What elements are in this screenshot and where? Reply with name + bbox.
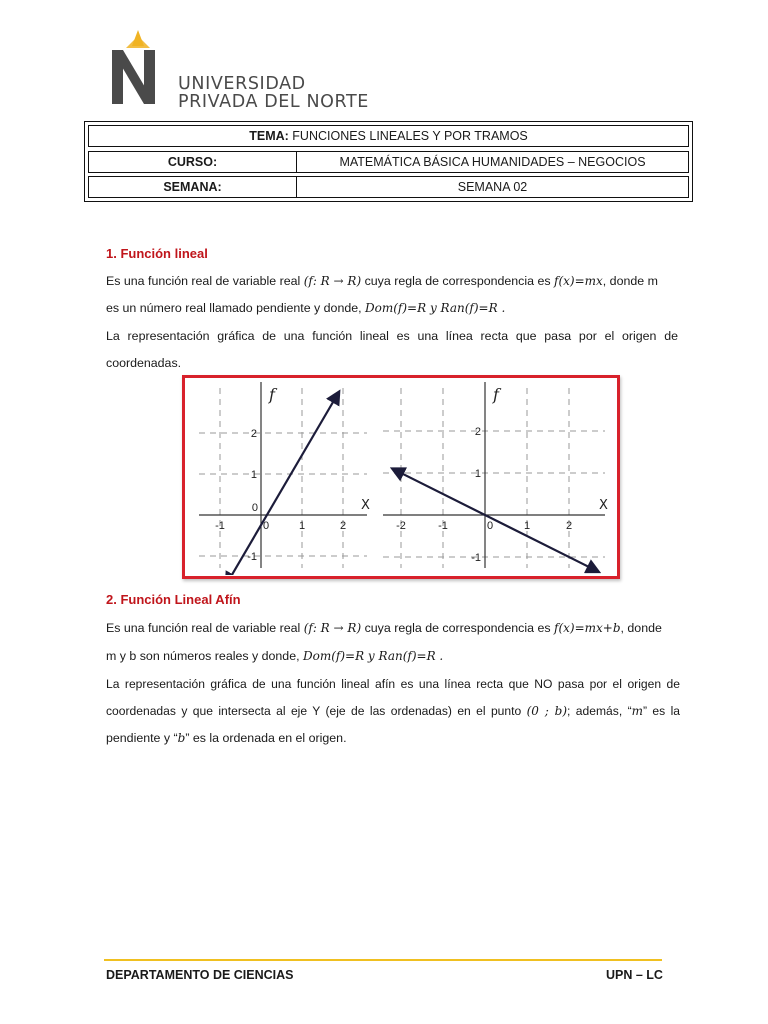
s1-text: es un número real llamado pendiente y donde, (106, 301, 362, 315)
left-function-line (226, 392, 339, 575)
s2-text: coordenadas y que intersecta al eje Y (eje de las ordenadas) en el punto (106, 704, 522, 718)
right-y-tick-label: 2 (474, 426, 481, 438)
s2-math-domain: (f: R → R) (303, 621, 362, 635)
s2-math-m: m (631, 704, 643, 718)
left-x-tick-label: 2 (339, 520, 347, 532)
linear-function-figure (182, 375, 620, 579)
s2-text: Es una función real de variable real (106, 621, 301, 635)
s2-text: pendiente y “ (106, 731, 178, 745)
section2-para2-line3 (106, 725, 347, 752)
s1-math-domain: (f: R → R) (303, 274, 362, 288)
section1-heading: 1. Función lineal (106, 246, 208, 261)
s1-math-rule: f(x)=mx (554, 274, 603, 288)
section2-para2-line2 (106, 698, 680, 725)
footer-department: DEPARTAMENTO DE CIENCIAS (106, 968, 294, 982)
section2-heading: 2. Función Lineal Afín (106, 592, 241, 607)
section1-para2-line2: coordenadas. (106, 356, 182, 370)
s2-text: cuya regla de correspondencia es (364, 621, 551, 635)
s2-text: m y b son números reales y donde, (106, 649, 300, 663)
logo-line-privada: PRIVADA DEL NORTE (178, 92, 369, 112)
s2-text: ” es la ordenada en el origen. (185, 731, 347, 745)
course-info-table (84, 121, 693, 202)
right-f-axis-label: f (493, 385, 499, 404)
left-x-axis-label: X (361, 498, 370, 513)
s2-text: , donde (620, 621, 662, 635)
right-x-tick-label: 2 (565, 520, 573, 532)
right-x-axis-label: X (599, 498, 608, 513)
s2-math-dom-ran: Dom(f)=R y Ran(f)=R . (302, 649, 444, 663)
footer-divider (104, 959, 662, 961)
semana-value: SEMANA 02 (457, 180, 528, 194)
curso-value: MATEMÁTICA BÁSICA HUMANIDADES – NEGOCIOS (339, 155, 646, 169)
s2-math-b: b (177, 731, 186, 745)
s2-text: ; además, “ (567, 704, 632, 718)
right-x-tick-label: 0 (486, 520, 494, 532)
section1-para1-line1 (106, 268, 680, 295)
s1-text: , donde m (602, 274, 658, 288)
university-logo (108, 26, 368, 110)
footer-code: UPN – LC (606, 968, 663, 982)
section2-para1-line2 (106, 643, 443, 670)
linear-graphs-svg (185, 378, 616, 575)
s2-text: ” es la (643, 704, 680, 718)
right-y-tick-label: -1 (471, 552, 481, 564)
curso-row (88, 151, 689, 173)
s2-math-point: (0 ; b) (526, 704, 568, 718)
section1-para1-line2 (106, 295, 505, 322)
tema-row (88, 125, 689, 147)
logo-line-universidad: UNIVERSIDAD (178, 74, 306, 94)
left-x-tick-label: 0 (262, 520, 270, 532)
semana-label: SEMANA: (89, 177, 297, 197)
left-x-tick-label: -1 (215, 520, 225, 532)
right-x-tick-label: -2 (396, 520, 406, 532)
s1-text: cuya regla de correspondencia es (364, 274, 551, 288)
left-y-tick-label: -1 (247, 551, 257, 563)
s2-math-rule: f(x)=mx+b (554, 621, 621, 635)
section2-para2-line1: La representación gráfica de una función lineal afín es una línea recta que NO pasa por el origen de (106, 677, 680, 691)
left-x-tick-label: 1 (298, 520, 306, 532)
tema-label: TEMA: (249, 129, 289, 143)
right-x-tick-label: -1 (438, 520, 448, 532)
left-f-axis-label: f (269, 385, 275, 404)
upn-n-emblem-icon (108, 26, 168, 110)
semana-row (88, 176, 689, 198)
curso-label: CURSO: (89, 152, 297, 172)
left-y-tick-label: 0 (251, 502, 258, 514)
right-x-tick-label: 1 (523, 520, 531, 532)
right-y-tick-label: 1 (474, 468, 481, 480)
left-y-tick-label: 2 (250, 428, 257, 440)
s1-math-dom-ran: Dom(f)=R y Ran(f)=R . (365, 301, 506, 315)
tema-value: FUNCIONES LINEALES Y POR TRAMOS (292, 129, 528, 143)
s1-text: Es una función real de variable real (106, 274, 301, 288)
left-y-tick-label: 1 (250, 469, 257, 481)
section1-para2-line1: La representación gráfica de una función lineal es una línea recta que pasa por el origen de (106, 329, 678, 343)
section2-para1-line1 (106, 615, 680, 642)
